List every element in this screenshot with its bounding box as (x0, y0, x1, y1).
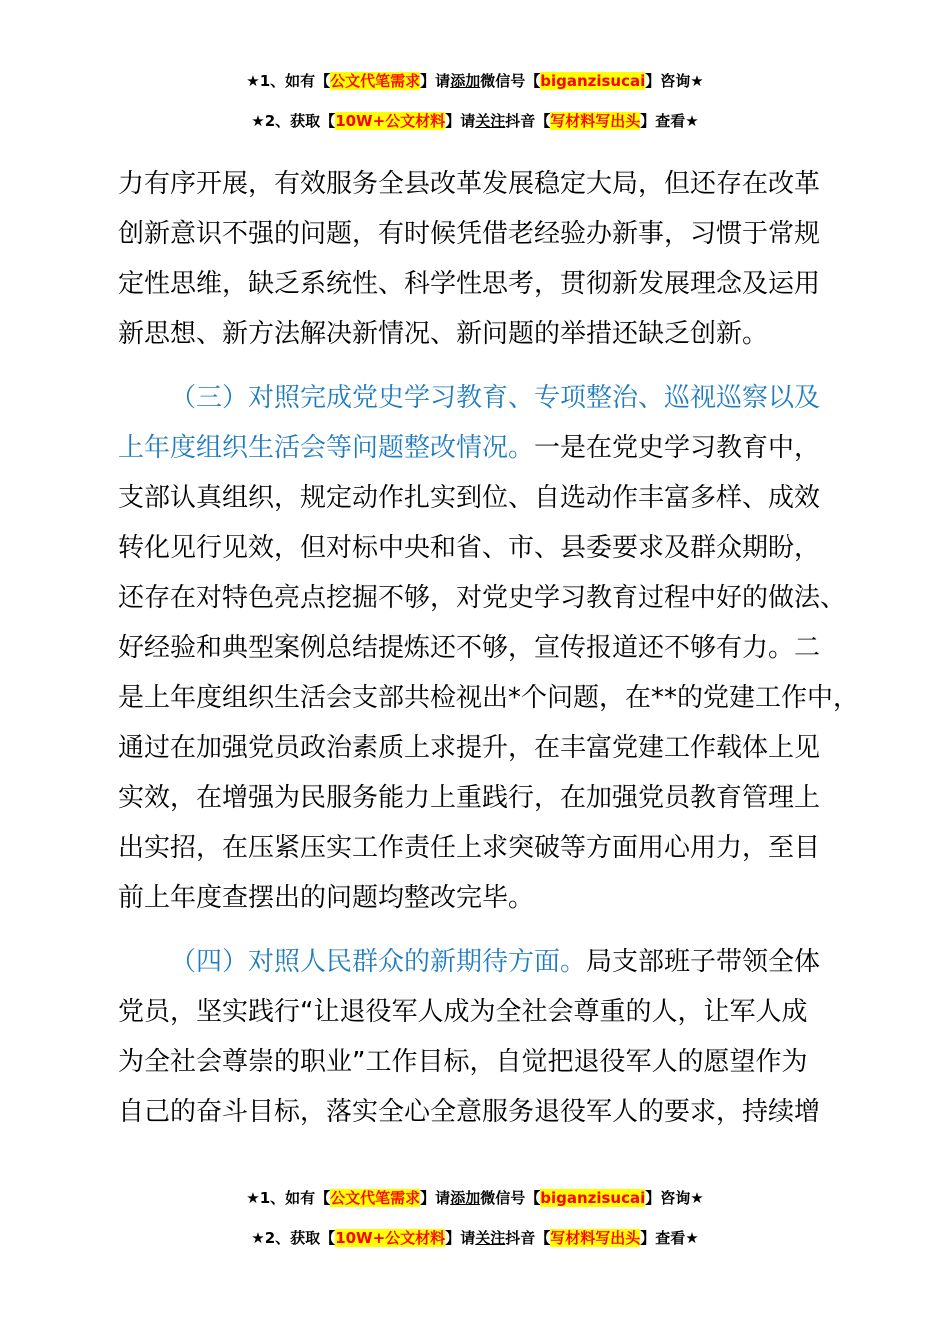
text-line: 定性思维，缺乏系统性、科学性思考，贯彻新发展理念及运用 (118, 269, 821, 299)
header-l2-suffix: 】查看★ (640, 112, 699, 130)
footer-l1-mid-2: 微信号【 (480, 1189, 541, 1207)
text-line: 还存在对特色亮点挖掘不够，对党史学习教育过程中好的做法、 (118, 583, 847, 613)
footer-banner-line-2 (0, 1228, 950, 1248)
text-line: 好经验和典型案例总结提炼还不够，宣传报道还不够有力。二 (118, 633, 821, 663)
section-heading-3-part-1: （三）对照完成党史学习教育、专项整治、巡视巡察以及 (170, 383, 821, 413)
footer-l2-highlight-2: 写材料写出头 (550, 1229, 641, 1247)
footer-l2-underline: 关注 (475, 1229, 506, 1247)
text-line: 前上年度查摆出的问题均整改完毕。 (118, 883, 535, 913)
text-line: 是上年度组织生活会支部共检视出*个问题，在**的党建工作中， (118, 683, 860, 713)
paragraph-2 (118, 373, 858, 923)
text-line: 通过在加强党员政治素质上求提升，在丰富党建工作载体上见 (118, 733, 821, 763)
footer-l1-prefix: ★1、如有【 (246, 1189, 331, 1207)
header-l1-highlight-1: 公文代笔需求 (330, 72, 421, 90)
footer-l1-highlight-1: 公文代笔需求 (330, 1189, 421, 1207)
header-l2-mid-1: 】请 (445, 112, 476, 130)
text-line: 创新意识不强的问题，有时候凭借老经验办新事，习惯于常规 (118, 219, 821, 249)
header-l1-underline: 添加 (450, 72, 481, 90)
document-body (118, 159, 858, 1137)
header-l1-suffix: 】咨询★ (645, 72, 704, 90)
section-heading-3-part-2: 上年度组织生活会等问题整改情况。 (118, 433, 535, 463)
section-heading-4-tail: 局支部班子带领全体 (586, 947, 821, 977)
header-banner-line-2 (0, 111, 950, 131)
text-line: 新思想、新方法解决新情况、新问题的举措还缺乏创新。 (118, 319, 769, 349)
text-line: 力有序开展，有效服务全县改革发展稳定大局，但还存在改革 (118, 169, 821, 199)
text-line: 自己的奋斗目标，落实全心全意服务退役军人的要求，持续增 (118, 1097, 821, 1127)
header-l2-underline: 关注 (475, 112, 506, 130)
section-heading-4-text: （四）对照人民群众的新期待方面。 (170, 947, 587, 977)
footer-l1-mid-1: 】请 (420, 1189, 451, 1207)
text-line: 实效，在增强为民服务能力上重践行，在加强党员教育管理上 (118, 783, 821, 813)
paragraph-3 (118, 937, 858, 1137)
section-heading-3-tail: 一是在党史学习教育中， (534, 433, 821, 463)
footer-banner-line-1 (0, 1188, 950, 1208)
footer-l1-highlight-2: biganzisucai (540, 1189, 646, 1207)
text-line (118, 423, 858, 473)
header-l2-mid-2: 抖音【 (505, 112, 551, 130)
footer-l2-highlight-1: 10W+公文材料 (335, 1229, 446, 1247)
text-line: 党员，坚实践行“让退役军人成为全社会尊重的人，让军人成 (118, 997, 808, 1027)
footer-l1-underline: 添加 (450, 1189, 481, 1207)
header-l2-prefix: ★2、获取【 (251, 112, 336, 130)
text-line: 转化见行见效，但对标中央和省、市、县委要求及群众期盼， (118, 533, 821, 563)
header-banner-line-1 (0, 71, 950, 91)
text-line: 出实招，在压紧压实工作责任上求突破等方面用心用力，至目 (118, 833, 821, 863)
text-line: 为全社会尊崇的职业”工作目标，自觉把退役军人的愿望作为 (118, 1047, 808, 1077)
footer-l1-suffix: 】咨询★ (645, 1189, 704, 1207)
footer-l2-suffix: 】查看★ (640, 1229, 699, 1247)
header-l1-highlight-2: biganzisucai (540, 72, 646, 90)
footer-l2-mid-2: 抖音【 (505, 1229, 551, 1247)
section-heading-3 (118, 373, 858, 423)
header-l1-prefix: ★1、如有【 (246, 72, 331, 90)
header-l2-highlight-1: 10W+公文材料 (335, 112, 446, 130)
header-l2-highlight-2: 写材料写出头 (550, 112, 641, 130)
footer-l2-mid-1: 】请 (445, 1229, 476, 1247)
footer-l2-prefix: ★2、获取【 (251, 1229, 336, 1247)
section-heading-4 (118, 937, 858, 987)
header-l1-mid-2: 微信号【 (480, 72, 541, 90)
header-l1-mid-1: 】请 (420, 72, 451, 90)
text-line: 支部认真组织，规定动作扎实到位、自选动作丰富多样、成效 (118, 483, 821, 513)
paragraph-1 (118, 159, 858, 359)
